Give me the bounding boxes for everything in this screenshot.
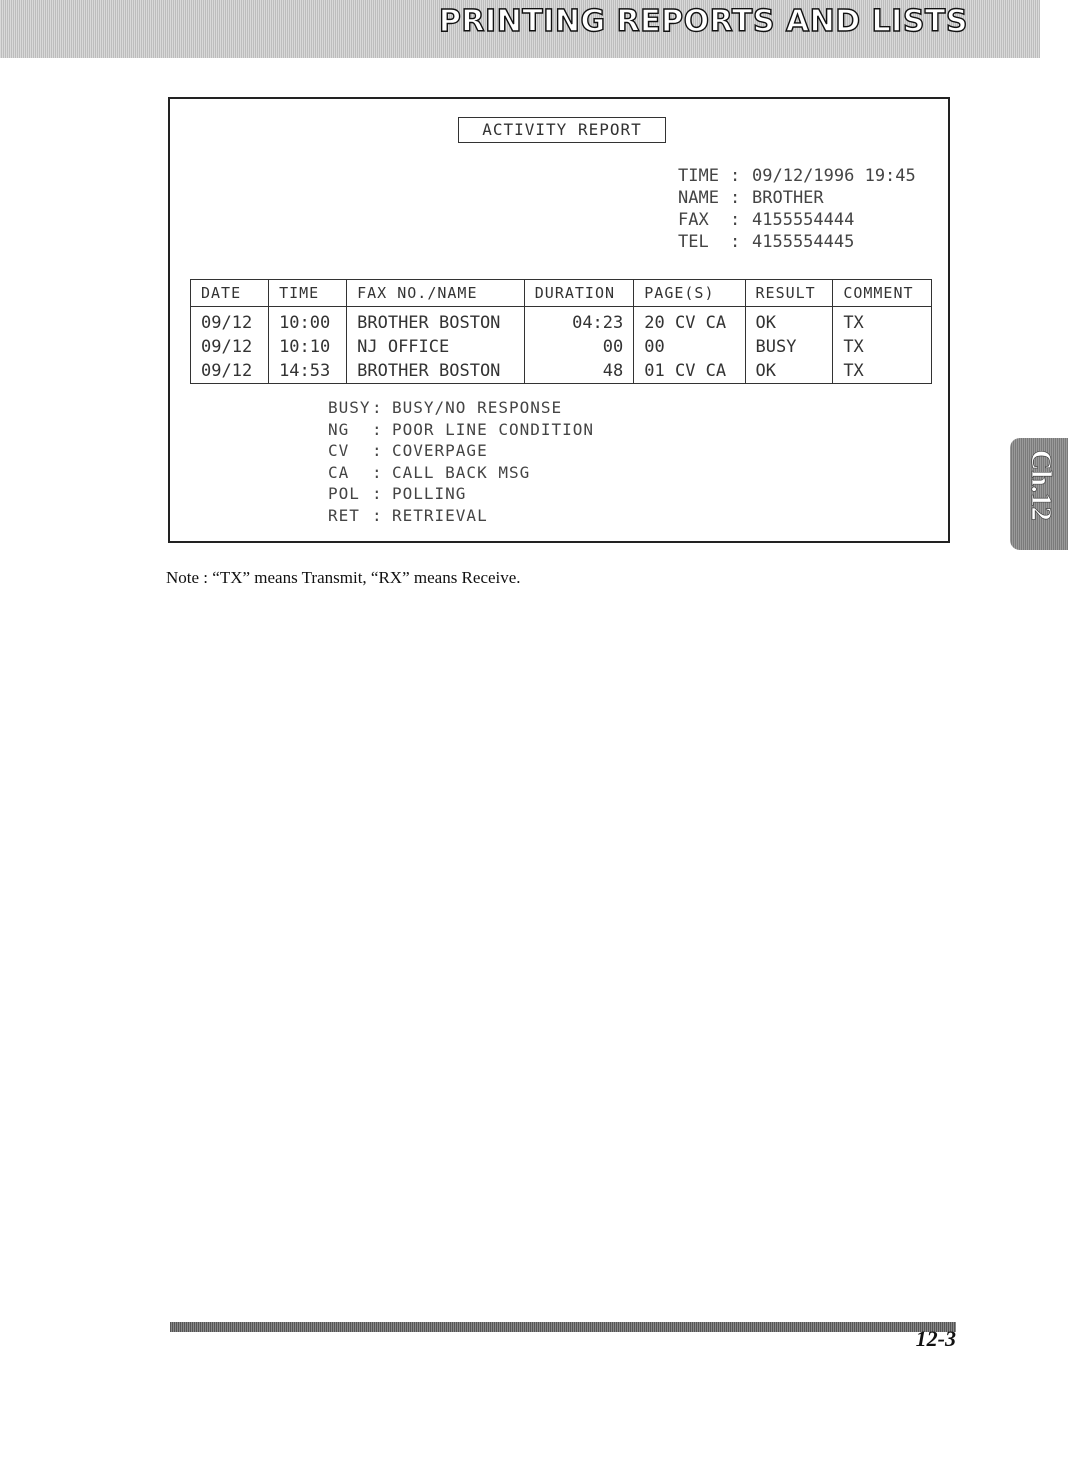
cell-date: 09/12 [191,335,269,359]
abbreviation-legend [328,397,594,526]
chapter-tab [1010,438,1068,550]
legend-item: CV : COVERPAGE [328,441,488,460]
info-value: 09/12/1996 19:45 [752,166,916,186]
info-row-name: NAME : BROTHER [678,188,824,208]
cell-duration: 04:23 [524,307,633,336]
cell-time: 10:00 [269,307,347,336]
table-row [191,335,932,359]
legend-key: CV [328,441,350,460]
info-value: BROTHER [752,188,824,208]
cell-comment: TX [833,307,932,336]
cell-pages: 20 CV CA [634,307,745,336]
page-number: 12-3 [915,1326,956,1351]
info-key: TIME [678,166,719,186]
info-row-tel: TEL : 4155554445 [678,232,855,252]
info-key: FAX [678,210,709,230]
legend-value: RETRIEVAL [392,505,488,525]
report-title: ACTIVITY REPORT [458,117,666,143]
legend-value: COVERPAGE [392,441,488,460]
legend-value: POOR LINE CONDITION [392,419,595,439]
cell-date: 09/12 [191,359,269,384]
cell-result: OK [745,359,833,384]
column-header-fax-name: FAX NO./NAME [347,280,525,307]
cell-fax-name: BROTHER BOSTON [347,359,525,384]
legend-item: RET : RETRIEVAL [328,505,488,525]
column-header-date: DATE [191,280,269,307]
cell-duration: 48 [524,359,633,384]
info-row-fax: FAX : 4155554444 [678,210,855,230]
cell-comment: TX [833,335,932,359]
legend-value: CALL BACK MSG [392,462,531,482]
cell-fax-name: NJ OFFICE [347,335,525,359]
legend-value: BUSY/NO RESPONSE [392,398,563,417]
column-header-comment: COMMENT [833,280,932,307]
legend-item: POL : POLLING [328,484,467,503]
cell-duration: 00 [524,335,633,359]
legend-value: POLLING [392,484,467,503]
cell-date: 09/12 [191,307,269,336]
legend-key: CA [328,462,350,482]
footer-bar [170,1322,956,1332]
column-header-time: TIME [269,280,347,307]
info-value: 4155554444 [752,210,855,230]
table-row [191,307,932,336]
activity-report-box [168,97,950,543]
info-row-time: TIME : 09/12/1996 19:45 [678,166,916,186]
info-key: TEL [678,232,709,252]
legend-key: BUSY [328,398,371,417]
activity-table [190,279,932,384]
cell-comment: TX [833,359,932,384]
legend-item: CA : CALL BACK MSG [328,462,531,482]
note-text: Note : “TX” means Transmit, “RX” means Receive. [166,568,521,587]
legend-key: POL [328,484,360,503]
info-key: NAME [678,188,719,208]
cell-pages: 00 [634,335,745,359]
column-header-pages: PAGE(S) [634,280,745,307]
chapter-tab-label: Ch.12 [1025,450,1056,521]
column-header-duration: DURATION [524,280,633,307]
cell-result: BUSY [745,335,833,359]
legend-item: BUSY: BUSY/NO RESPONSE [328,398,563,417]
page-header-title: PRINTING REPORTS AND LISTS [438,4,968,39]
header-band [0,0,1040,58]
cell-result: OK [745,307,833,336]
cell-time: 10:10 [269,335,347,359]
cell-time: 14:53 [269,359,347,384]
legend-key: NG [328,419,350,439]
legend-key: RET [328,505,360,525]
table-row [191,359,932,384]
column-header-result: RESULT [745,280,833,307]
cell-fax-name: BROTHER BOSTON [347,307,525,336]
info-value: 4155554445 [752,232,855,252]
cell-pages: 01 CV CA [634,359,745,384]
report-header-info [678,165,916,253]
legend-item: NG : POOR LINE CONDITION [328,419,595,439]
table-header-row [191,280,932,307]
